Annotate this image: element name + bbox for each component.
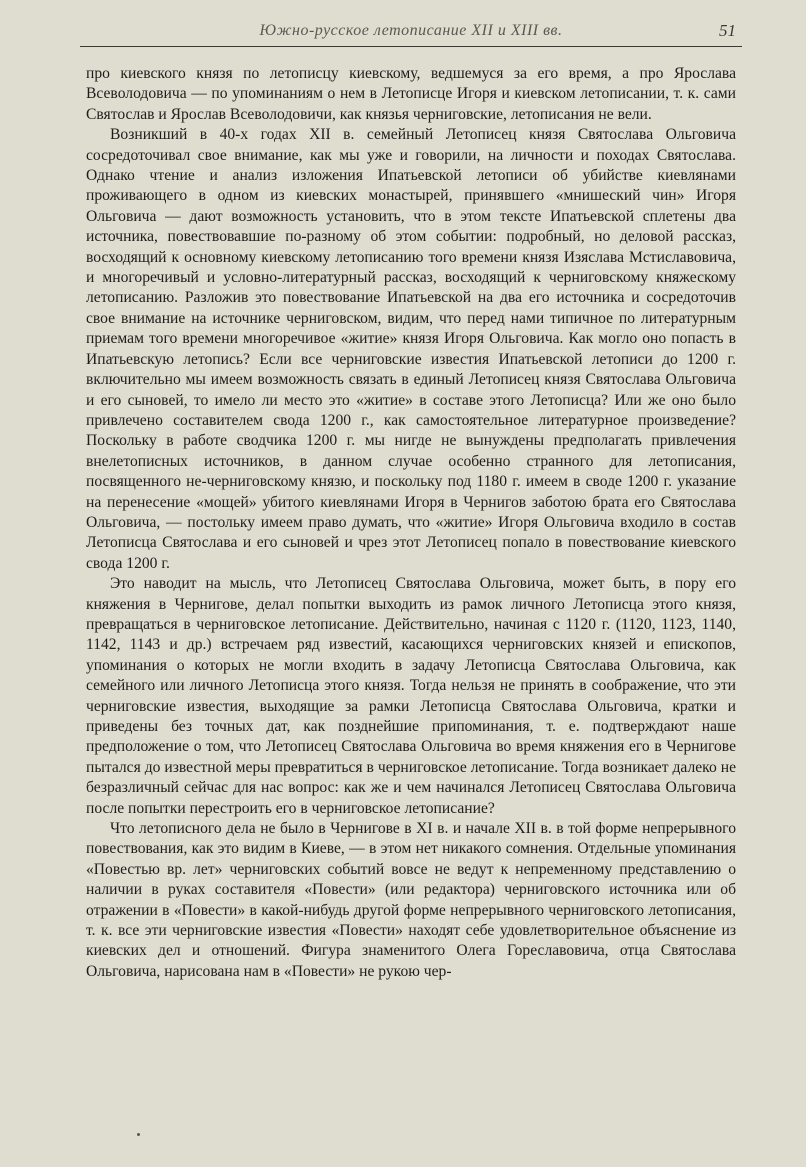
body-text (86, 64, 736, 982)
paragraph-2: Возникший в 40-х годах XII в. семейный Летописец князя Святослава Ольговича сосредоточивал свое внимание, как мы уже и говорили, на личности и походах Святослава. Однако чтение и анализ изложения Ипатьевской летописи об убийстве киевлянами проживающего в одном из киевских монастырей, принявшего «мнишеский чин» Игоря Ольговича — дают возможность установить, что в этом тексте Ипатьевской сплетены два источника, повествовавшие по-разному об этом событии: подробный, но деловой рассказ, восходящий к основному киевскому летописанию того времени князя Изяслава Мстиславовича, и многоречивый и условно-литературный рассказ, восходящий к черниговскому княжескому летописанию. Разложив это повествование Ипатьевской на два его источника и сосредоточив свое внимание на источнике черниговском, видим, что перед нами типичное по литературным приемам того времени многоречивое «житие» князя Игоря Ольговича. Как могло оно попасть в Ипатьевскую летопись? Если все черниговские известия Ипатьевской летописи до 1200 г. включительно мы имеем возможность связать в единый Летописец князя Святослава Ольговича и его сыновей, то имело ли место это «житие» в составе этого Летописца? Или же оно было привлечено составителем свода 1200 г., как самостоятельное литературное произведение? Поскольку в работе сводчика 1200 г. мы нигде не вынуждены предполагать привлечения внелетописных источников, в данном случае особенно странного для летописания, посвященного не-черниговскому князю, и поскольку под 1180 г. имеем в своде 1200 г. указание на перенесение «мощей» убитого киевлянами Игоря в Чернигов заботою брата его Святослава Ольговича, — постольку имеем право думать, что «житие» Игоря Ольговича входило в состав Летописца Святослава и его сыновей и чрез этот Летописец попало в повествование киевского свода 1200 г. (86, 126, 736, 572)
ink-speck (137, 1133, 140, 1136)
running-title: Южно-русское летописание XII и XIII вв. (259, 22, 563, 39)
paragraph-3: Это наводит на мысль, что Летописец Святослава Ольговича, может быть, в пору его княжения в Чернигове, делал попытки выходить из рамок личного Летописца этого князя, превращаться в черниговское летописание. Действительно, начиная с 1120 г. (1120, 1123, 1140, 1142, 1143 и др.) встречаем ряд известий, касающихся черниговских князей и епископов, упоминания о которых не могли входить в задачу Летописца Святослава Ольговича, как семейного или личного Летописца этого князя. Тогда нельзя не принять в соображение, что эти черниговские известия, выходящие за рамки Летописца Святослава Ольговича, кратки и приведены без точных дат, как позднейшие припоминания, т. е. подтверждают наше предположение о том, что Летописец Святослава Ольговича во время княжения его в Чернигове пытался до известной меры превратиться в черниговское летописание. Тогда возникает далеко не безразличный сейчас для нас вопрос: как же и чем начинался Летописец Святослава Ольговича после попытки перестроить его в черниговское летописание? (86, 575, 736, 817)
page-number: 51 (719, 21, 736, 40)
paragraph-4: Что летописного дела не было в Чернигове в XI в. и начале XII в. в той форме непрерывного повествования, как это видим в Киеве, — в этом нет никакого сомнения. Отдельные упоминания «Повестью вр. лет» черниговских событий вовсе не ведут к непременному представлению о наличии в руках составителя «Повести» (или редактора) черниговского источника или об отражении в «Повести» в какой-нибудь другой форме непрерывного черниговского летописания, т. к. все эти черниговские известия «Повести» находят себе удовлетворительное объяснение из киевских дел и отношений. Фигура знаменитого Олега Гореславовича, отца Святослава Ольговича, нарисована нам в «Повести» не рукою чер- (86, 820, 736, 980)
page-header (80, 12, 742, 47)
paragraph-1: про киевского князя по летописцу киевскому, ведшемуся за его время, а про Ярослава Всеволодовича — по упоминаниям о нем в Летописце Игоря и киевском летописании, т. к. сами Святослав и Ярослав Всеволодовичи, как князья черниговские, летописания не вели. (86, 65, 736, 123)
